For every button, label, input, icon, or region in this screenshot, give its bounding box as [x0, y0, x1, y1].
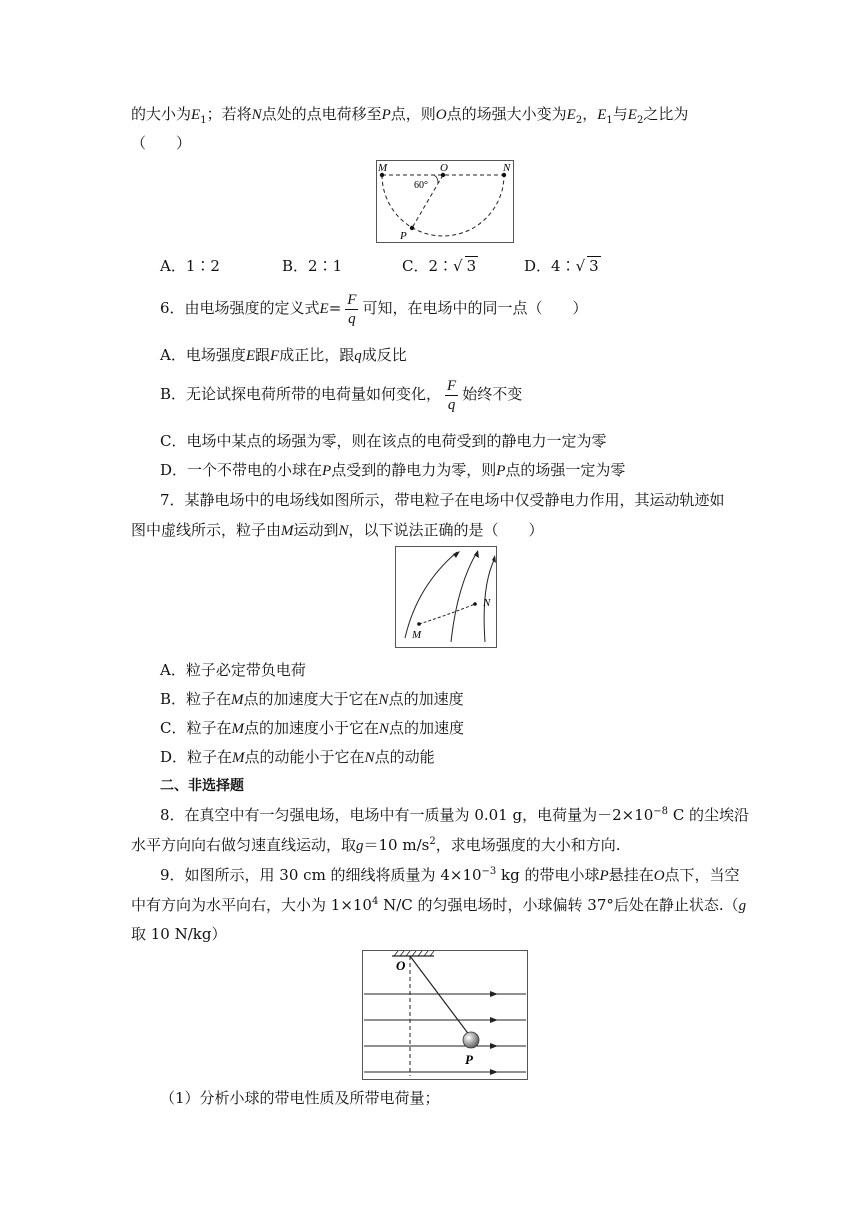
q7-stem-line1: 7．某静电场中的电场线如图所示，带电粒子在电场中仅受静电力作用，其运动轨迹如 — [160, 491, 725, 509]
q6-option-c: C．电场中某点的场强为零，则在该点的电荷受到的静电力一定为零 — [160, 432, 607, 450]
q5-figure-semicircle — [376, 160, 514, 243]
q8-line1: 8．在真空中有一匀强电场，电场中有一质量为 0.01 g，电荷量为$-2\times 10^{-8}$ C 的尘埃沿 — [160, 806, 750, 824]
q5-angle-arc — [434, 175, 438, 183]
q5-stem-line1: 的大小为$E_1$；若将N点处的点电荷移至P点，则O点的场强大小变为$E_2$，$E_1$与$E_2$之比为 — [131, 105, 689, 126]
q9-figure-border — [363, 951, 528, 1080]
q7-option-a: A．粒子必定带负电荷 — [160, 661, 306, 679]
q5-label-o: O — [440, 162, 448, 174]
q5-semicircle-arc — [382, 175, 504, 236]
q6-option-b: B．无论试探电荷所带的电荷量如何变化， $\frac{F}{q}$ 始终不变 — [160, 377, 523, 413]
q9-label-o: O — [396, 958, 406, 973]
section-heading-non-choice: 二、非选择题 — [160, 778, 244, 794]
q9-figure-pendulum — [362, 950, 528, 1080]
q9-arrow-4 — [490, 1069, 498, 1075]
q6-option-d: D．一个不带电的小球在P点受到的静电力为零，则P点的场强一定为零 — [160, 461, 626, 479]
q9-line3: 取 10 N/kg） — [131, 925, 227, 943]
q6-stem: 6．由电场强度的定义式E= $\frac{F}{q}$ 可知，在电场中的同一点（ ） — [160, 291, 588, 327]
q7-trajectory — [419, 604, 475, 624]
q9-arrow-2 — [490, 1017, 498, 1023]
q7-option-d: D．粒子在M点的动能小于它在N点的动能 — [160, 748, 435, 766]
q5-label-m: M — [378, 162, 388, 174]
q9-line2: 中有方向为水平向右，大小为 $1\times 10^4$ N/C 的匀强电场时，小球偏转 37°后处在静止状态.（g — [131, 896, 747, 914]
q9-line1: 9．如图所示，用 30 cm 的细线将质量为 $4\times 10^{-3}$ kg 的带电小球P悬挂在O点下，当空 — [160, 866, 740, 884]
q5-option-a: A．1∶2 — [160, 257, 220, 275]
q7-arrow-3 — [492, 555, 496, 563]
q9-arrow-3 — [490, 1043, 498, 1049]
q9-arrow-1 — [490, 991, 498, 997]
q5-point-p — [410, 226, 414, 230]
q7-option-b: B．粒子在M点的加速度大于它在N点的加速度 — [160, 690, 464, 708]
q7-point-n — [473, 602, 477, 606]
q7-label-n: N — [483, 597, 491, 609]
q6-optb-fraction: $\frac{F}{q}$ — [447, 377, 457, 413]
q9-ball — [463, 1032, 479, 1048]
q7-field-line-2 — [451, 552, 477, 642]
q9-subquestion-1: （1）分析小球的带电性质及所带电荷量； — [160, 1089, 440, 1107]
q5-option-d: D．4∶√ 3 — [524, 257, 599, 275]
q5-option-b: B．2∶1 — [282, 257, 343, 275]
q9-label-p: P — [465, 1052, 473, 1067]
q5-label-n: N — [503, 162, 511, 174]
q5-label-p: P — [400, 230, 407, 242]
q6-fraction-f-over-q: $\frac{F}{q}$ — [347, 291, 357, 327]
q7-option-c: C．粒子在M点的加速度小于它在N点的加速度 — [160, 719, 465, 737]
q7-field-line-1 — [405, 552, 457, 638]
q9-ceiling-hatch — [394, 951, 434, 956]
q7-stem-line2: 图中虚线所示，粒子由M运动到N，以下说法正确的是（ ） — [131, 521, 544, 539]
q5-label-angle: 60° — [414, 180, 428, 191]
q8-line2: 水平方向向右做匀速直线运动，取g＝10 $m/s^2$，求电场强度的大小和方向. — [131, 836, 621, 854]
q9-string — [410, 956, 470, 1036]
q7-point-m — [417, 622, 421, 626]
q6-option-a: A．电场强度E跟F成正比，跟q成反比 — [160, 346, 407, 364]
q7-label-m: M — [412, 629, 422, 641]
q5-option-c: C．2∶√ 3 — [402, 257, 477, 275]
q5-answer-paren: （ ） — [131, 134, 192, 152]
q7-figure-field-lines — [395, 546, 497, 648]
